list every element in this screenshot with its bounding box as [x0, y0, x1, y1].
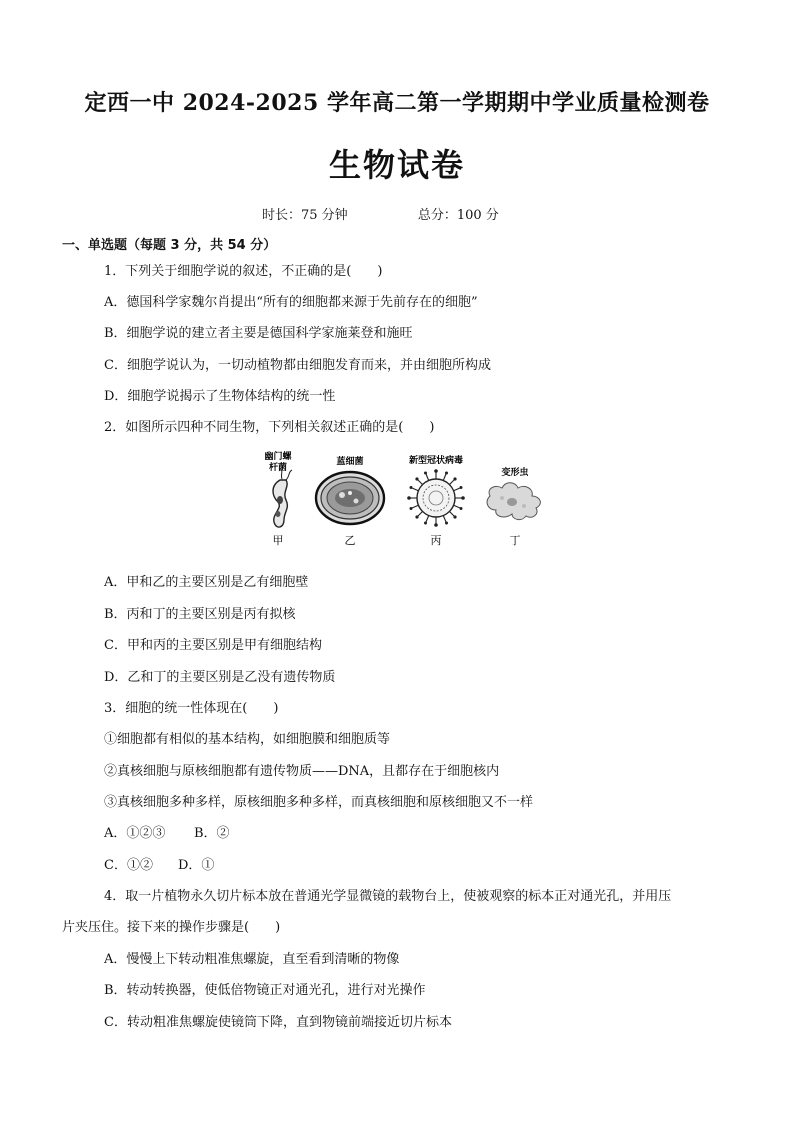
q2-option-a: A．甲和乙的主要区别是乙有细胞壁 [104, 575, 309, 590]
exam-title: 定西一中 2024-2025 学年高二第一学期期中学业质量检测卷 [84, 90, 710, 116]
figure-label-jia-2: 杆菌 [268, 463, 288, 473]
figure-label-ding: 变形虫 [501, 468, 529, 478]
figure-caption-jia: 甲 [272, 534, 284, 547]
duration: 时长：75 分钟 [262, 208, 348, 223]
q4-option-a: A．慢慢上下转动粗准焦螺旋，直至看到清晰的物像 [104, 952, 400, 967]
q3-option-d: D．① [178, 858, 215, 873]
q1-option-a: A．德国科学家魏尔肖提出“所有的细胞都来源于先前存在的细胞” [104, 295, 478, 310]
q4-option-c: C．转动粗准焦螺旋使镜筒下降，直到物镜前端接近切片标本 [104, 1015, 452, 1030]
q2-option-c: C．甲和丙的主要区别是甲有细胞结构 [104, 638, 322, 653]
figure-caption-ding: 丁 [509, 534, 521, 547]
figure-label-bing: 新型冠状病毒 [408, 456, 464, 466]
q2-option-d: D．乙和丁的主要区别是乙没有遗传物质 [104, 670, 336, 685]
figure-caption-bing: 丙 [430, 534, 442, 547]
exam-meta [262, 204, 499, 223]
helicobacter-drawing [273, 468, 292, 527]
section-heading: 一、单选题（每题 3 分，共 54 分） [62, 238, 277, 253]
q3-statement-3: ③真核细胞多种多样，原核细胞多种多样，而真核细胞和原核细胞又不一样 [104, 795, 534, 810]
total-score: 总分：100 分 [417, 208, 499, 223]
figure-label-jia-1: 幽门螺 [264, 452, 292, 462]
q3-option-b: B．② [194, 826, 230, 841]
q3-option-c: C．①② [104, 858, 153, 873]
q1-option-b: B．细胞学说的建立者主要是德国科学家施莱登和施旺 [104, 326, 413, 341]
organisms-figure [250, 450, 550, 550]
subject-title: 生物试卷 [328, 146, 465, 184]
figure-label-yi: 蓝细菌 [336, 457, 364, 467]
figure-caption-yi: 乙 [344, 534, 356, 547]
q1-option-d: D．细胞学说揭示了生物体结构的统一性 [104, 389, 336, 404]
q1-option-c: C．细胞学说认为，一切动植物都由细胞发育而来，并由细胞所构成 [104, 358, 491, 373]
q4-option-b: B．转动转换器，使低倍物镜正对通光孔，进行对光操作 [104, 983, 426, 998]
amoeba-drawing [487, 483, 540, 520]
q3-statement-2: ②真核细胞与原核细胞都有遗传物质——DNA，且都存在于细胞核内 [104, 764, 500, 779]
q3-stem: 3．细胞的统一性体现在( ) [104, 701, 279, 716]
q4-stem-line-2: 片夹压住。接下来的操作步骤是( ) [62, 920, 281, 935]
q4-stem-line-1: 4．取一片植物永久切片标本放在普通光学显微镜的载物台上，使被观察的标本正对通光孔，并用压 [104, 889, 672, 904]
q2-stem: 2．如图所示四种不同生物，下列相关叙述正确的是( ) [104, 420, 435, 435]
q1-stem: 1．下列关于细胞学说的叙述，不正确的是( ) [104, 264, 383, 279]
cyanobacterium-drawing [316, 472, 384, 524]
coronavirus-drawing [407, 469, 465, 527]
q3-statement-1: ①细胞都有相似的基本结构，如细胞膜和细胞质等 [104, 732, 391, 747]
q3-option-a: A．①②③ [104, 826, 166, 841]
q2-option-b: B．丙和丁的主要区别是丙有拟核 [104, 607, 296, 622]
